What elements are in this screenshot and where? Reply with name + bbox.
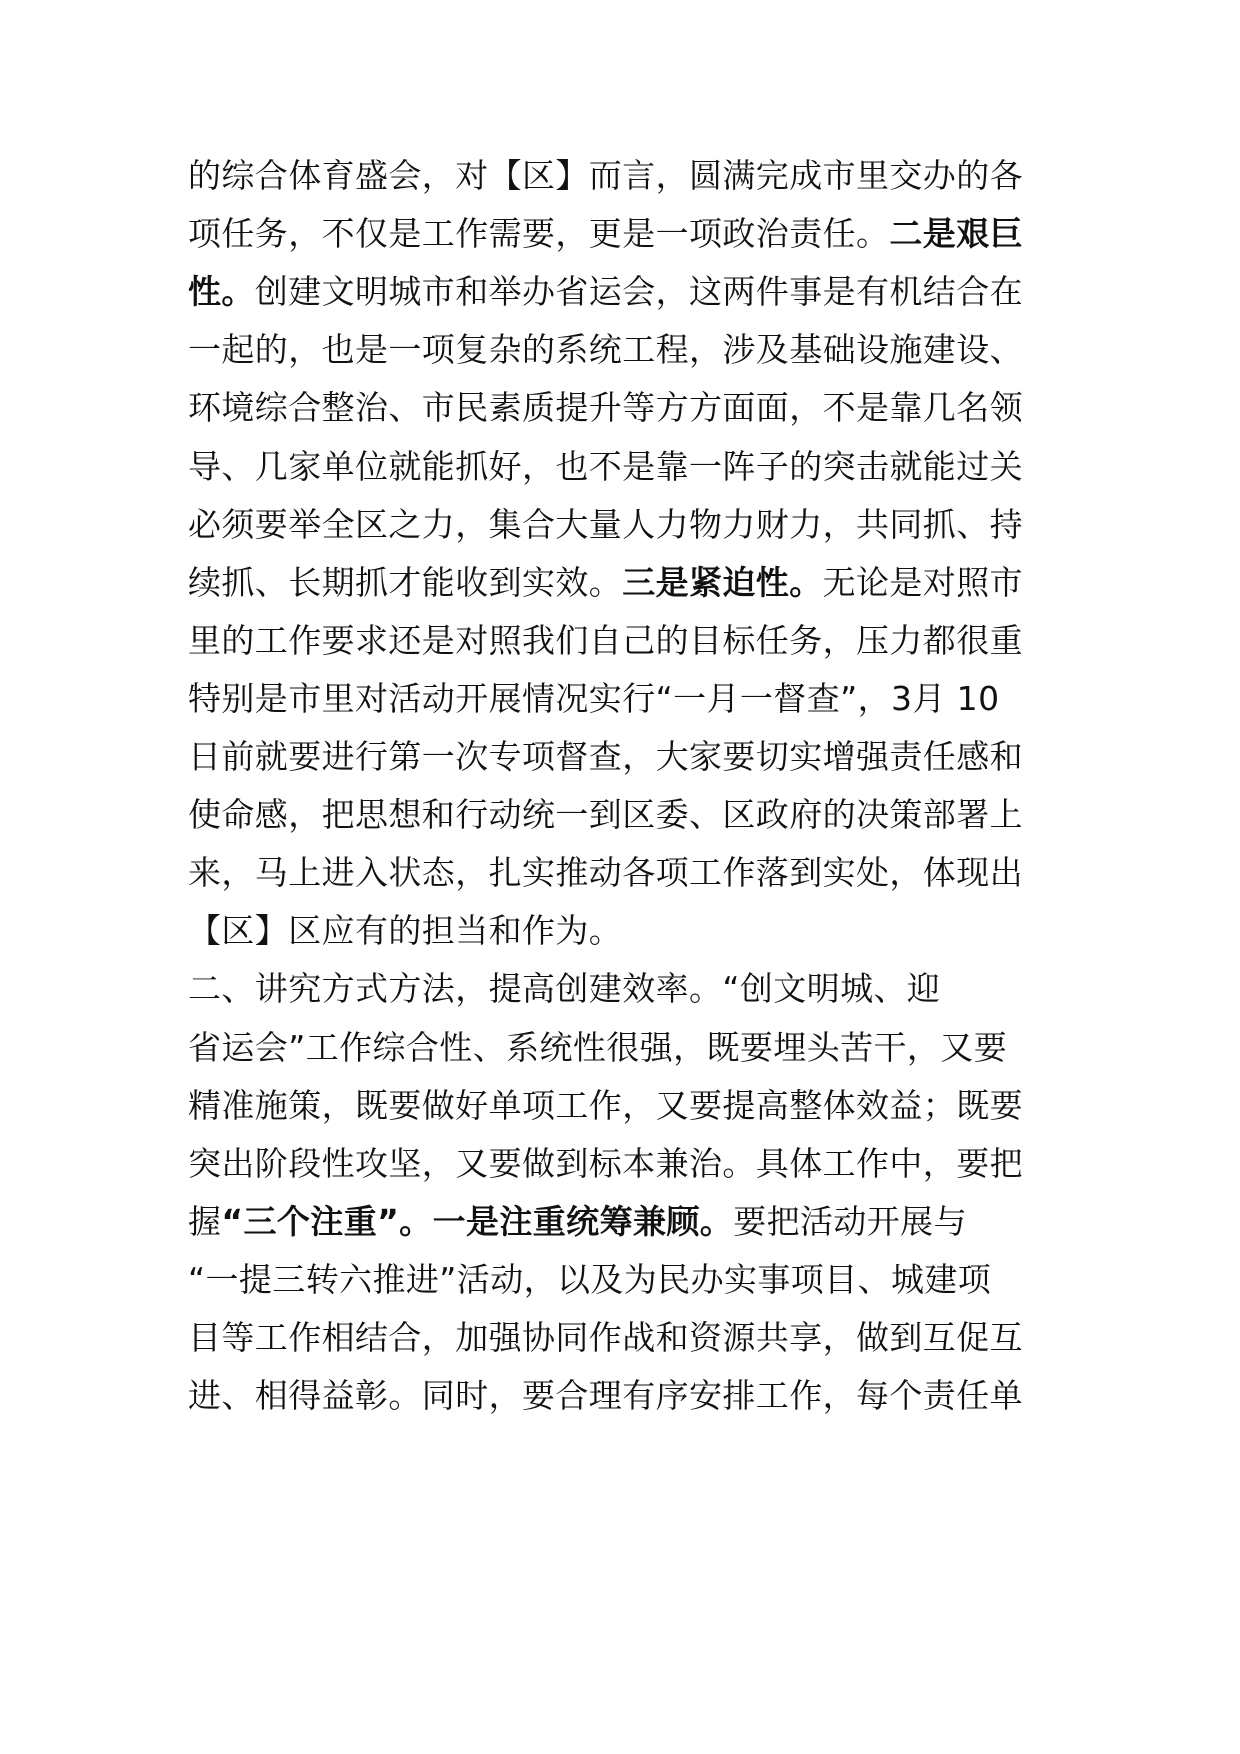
text-line	[188, 1248, 1058, 1312]
body-text: “一提三转六推进”活动，以及为民办实事项目、城建项	[188, 1259, 992, 1299]
body-text: 使命感，把思想和行动统一到区委、区政府的决策部署上	[188, 795, 1023, 835]
text-line	[188, 609, 1058, 673]
text-line	[188, 1132, 1058, 1196]
body-text: 精准施策，既要做好单项工作，又要提高整体效益；既要	[188, 1085, 1023, 1125]
text-line	[188, 841, 1058, 905]
body-text: 突出阶段性攻坚，又要做到标本兼治。具体工作中，要把	[188, 1143, 1023, 1183]
text-line	[188, 493, 1058, 557]
text-line	[188, 1074, 1058, 1138]
text-line	[188, 667, 1058, 731]
body-text: 无论是对照市	[822, 562, 1024, 602]
text-line	[188, 318, 1058, 382]
bold-text: “三个注重”。一是注重统筹兼顾。	[221, 1201, 734, 1241]
text-line	[188, 957, 1058, 1021]
text-line	[188, 1016, 1058, 1080]
body-text: 目等工作相结合，加强协同作战和资源共享，做到互促互	[188, 1318, 1023, 1357]
text-line	[188, 376, 1058, 440]
text-line	[188, 783, 1058, 847]
text-line	[188, 1190, 1058, 1254]
body-text: 导、几家单位就能抓好，也不是靠一阵子的突击就能过关	[188, 446, 1023, 486]
body-text: 一起的，也是一项复杂的系统工程，涉及基础设施建设、	[188, 330, 1023, 370]
body-text: 环境综合整治、市民素质提升等方方面面，不是靠几名领	[188, 388, 1023, 428]
text-line	[188, 260, 1058, 324]
body-text: 必须要举全区之力，集合大量人力物力财力，共同抓、持	[188, 504, 1023, 544]
bold-text: 二是艰巨	[889, 214, 1024, 254]
text-line	[188, 435, 1058, 499]
text-line	[188, 899, 1058, 963]
body-text: 特别是市里对活动开展情况实行“一月一督查”，3月 10	[188, 678, 1000, 718]
body-text: 二、讲究方式方法，提高创建效率。“创文明城、迎	[188, 969, 941, 1009]
text-line	[188, 202, 1058, 266]
text-line	[188, 144, 1058, 208]
text-line	[188, 725, 1058, 789]
body-text: 项任务，不仅是工作需要，更是一项政治责任。	[188, 214, 890, 254]
bold-text: 性。	[188, 272, 255, 312]
body-text: 日前就要进行第一次专项督查，大家要切实增强责任感和	[188, 737, 1023, 776]
text-line	[188, 551, 1058, 615]
body-text: 要把活动开展与	[733, 1201, 967, 1241]
body-text: 【区】区应有的担当和作为。	[188, 911, 623, 951]
body-text: 省运会”工作综合性、系统性很强，既要埋头苦干，又要	[188, 1027, 1008, 1067]
bold-text: 三是紧迫性。	[622, 562, 823, 602]
body-text: 续抓、长期抓才能收到实效。	[188, 562, 623, 602]
body-text: 握	[188, 1201, 222, 1241]
text-line	[188, 1364, 1058, 1428]
body-text: 的综合体育盛会，对【区】而言，圆满完成市里交办的各	[188, 156, 1023, 195]
body-text: 里的工作要求还是对照我们自己的目标任务，压力都很重	[188, 620, 1023, 660]
body-text: 创建文明城市和举办省运会，这两件事是有机结合在	[254, 272, 1024, 312]
body-text: 来，马上进入状态，扎实推动各项工作落到实处，体现出	[188, 853, 1023, 893]
body-text: 进、相得益彰。同时，要合理有序安排工作，每个责任单	[188, 1376, 1023, 1416]
text-line	[188, 1306, 1058, 1370]
